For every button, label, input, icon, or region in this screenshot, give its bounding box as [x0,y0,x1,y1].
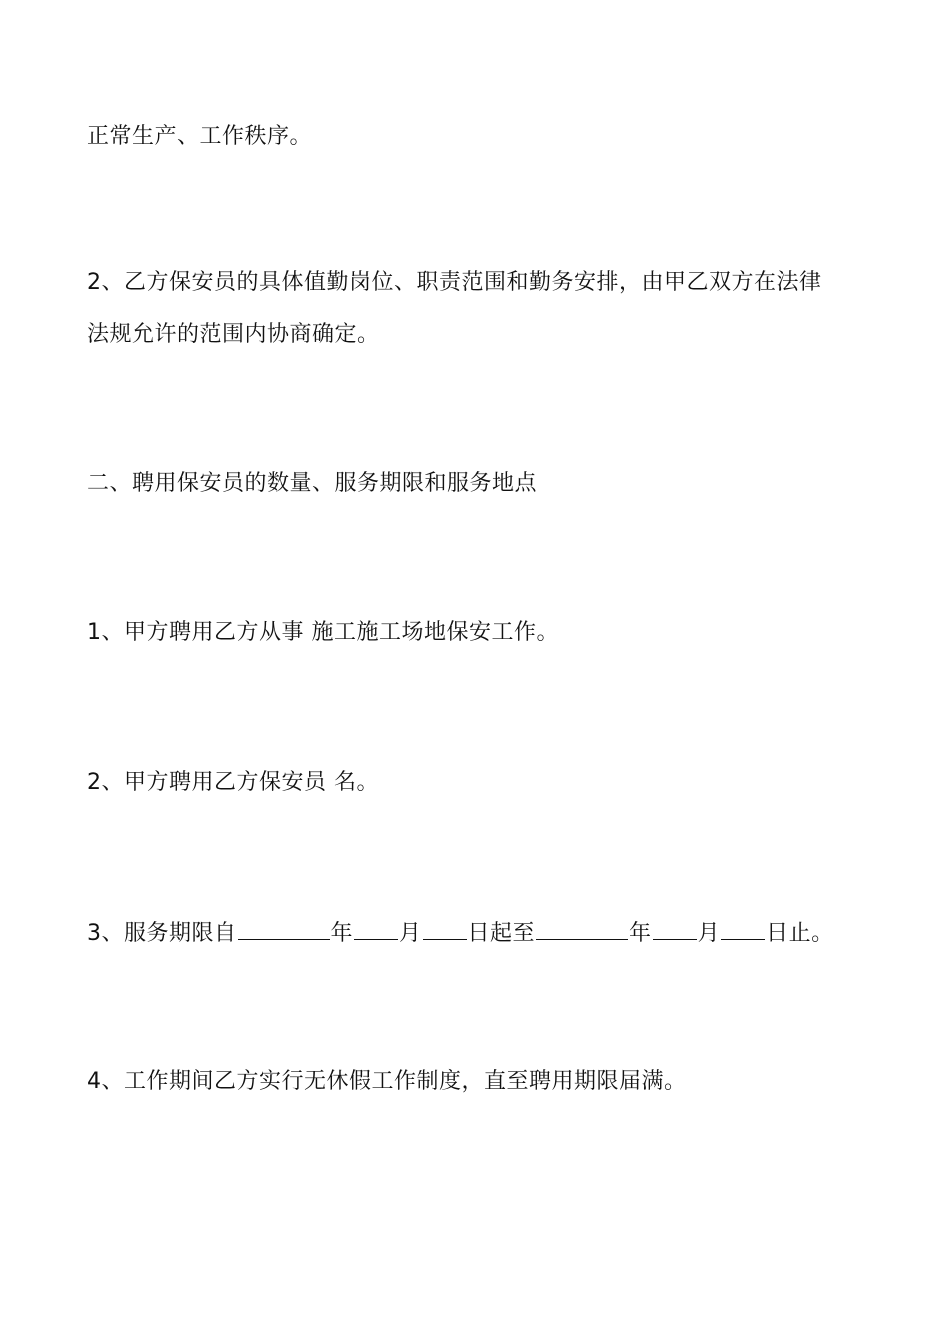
end-month-label: 月 [697,921,721,946]
clause-2-line-1: 2、乙方保安员的具体值勤岗位、职责范围和勤务安排，由甲乙双方在法律 [87,270,822,295]
start-year-blank[interactable] [238,917,330,940]
item-1: 1、甲方聘用乙方从事 施工施工场地保安工作。 [87,620,559,645]
end-day-label: 日止。 [766,921,834,946]
end-year-blank[interactable] [536,917,628,940]
start-month-blank[interactable] [354,917,398,940]
item-3-prefix: 3、服务期限自 [87,921,237,946]
end-day-blank[interactable] [721,917,765,940]
item-4: 4、工作期间乙方实行无休假工作制度，直至聘用期限届满。 [87,1069,687,1094]
start-day-label: 日起至 [467,921,536,946]
section-2-heading: 二、聘用保安员的数量、服务期限和服务地点 [87,471,538,496]
paragraph-continuation: 正常生产、工作秩序。 [87,124,313,149]
start-day-blank[interactable] [423,917,467,940]
item-2: 2、甲方聘用乙方保安员 名。 [87,770,379,795]
end-year-label: 年 [629,921,652,946]
end-month-blank[interactable] [653,917,697,940]
start-year-label: 年 [330,921,354,946]
item-3-service-period [87,917,834,949]
start-month-label: 月 [399,921,422,946]
clause-2-line-2: 法规允许的范围内协商确定。 [87,322,380,347]
